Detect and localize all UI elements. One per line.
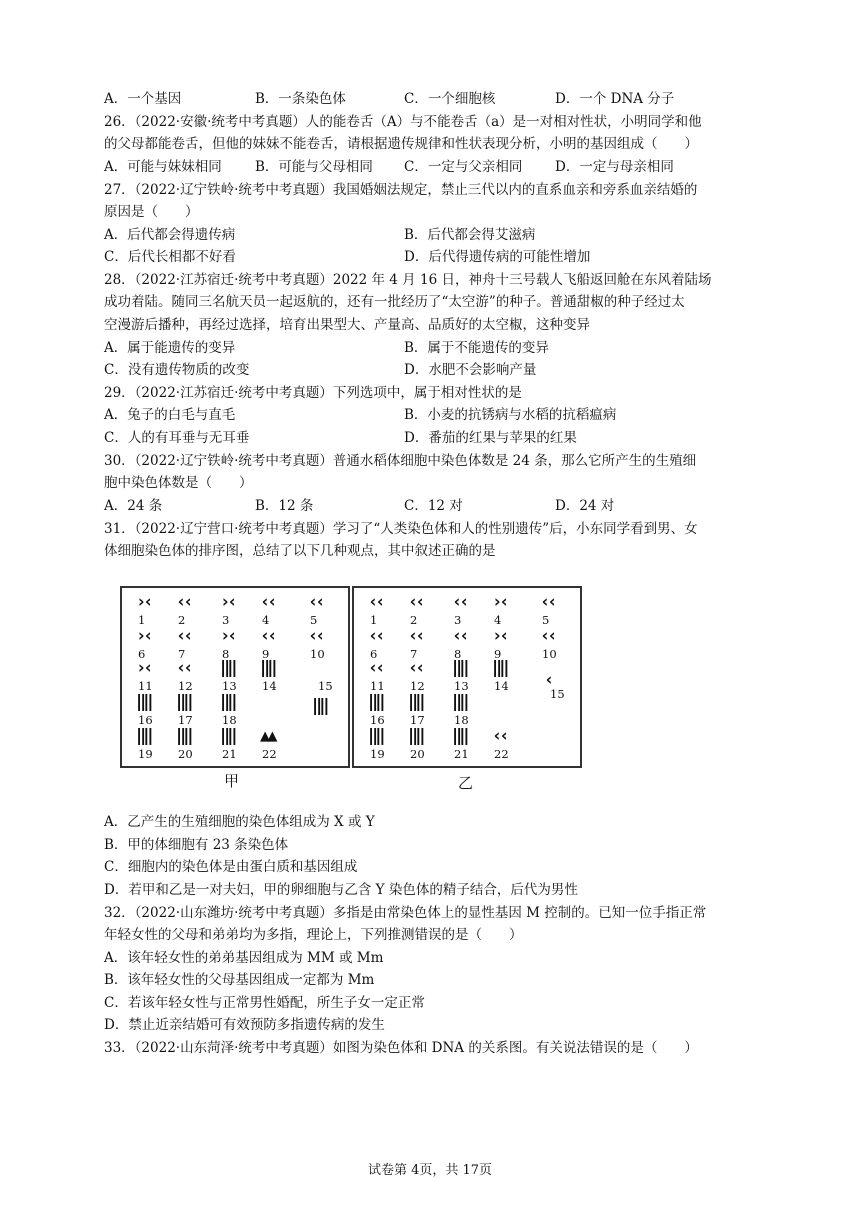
page-footer: 试卷第 4页，共 17页 [367, 1163, 493, 1178]
chromosome-pair-glyph: ›‹ [136, 592, 151, 612]
chromosome-pair-glyph: ‹‹ [260, 626, 275, 646]
karyotype-label-yi: 乙 [458, 774, 474, 792]
chromosome-number-label: 15 [550, 687, 565, 701]
q30-option-c: C．12 对 [404, 498, 463, 514]
chromosome-pair-glyph: ‖‖ [220, 692, 235, 712]
chromosome-pair-glyph: ‹‹ [492, 726, 507, 746]
q30-option-b: B．12 条 [255, 498, 314, 514]
chromosome-pair-glyph: ‹‹ [452, 592, 467, 612]
q29-stem-line1: 29．（2022·江苏宿迁·统考中考真题）下列选项中，属于相对性状的是 [104, 385, 522, 401]
chromosome-number-label: 1 [138, 613, 146, 627]
chromosome-number-label: 3 [454, 613, 462, 627]
chromosome-number-label: 11 [370, 679, 385, 693]
chromosome-number-label: 20 [178, 747, 193, 761]
chromosome-number-label: 8 [454, 647, 462, 661]
q25-option-b: B．一条染色体 [255, 91, 346, 107]
q26-option-a: A．可能与妹妹相同 [104, 159, 222, 175]
q28-stem-line3: 空漫游后播种，再经过选择，培育出果型大、产量高、品质好的太空椒，这种变异 [104, 317, 590, 333]
chromosome-number-label: 1 [370, 613, 378, 627]
chromosome-number-label: 9 [262, 647, 270, 661]
chromosome-number-label: 5 [310, 613, 318, 627]
q32-option-a: A．该年轻女性的弟弟基因组成为 MM 或 Mm [104, 950, 384, 966]
chromosome-pair-glyph: ‹‹ [540, 592, 555, 612]
chromosome-number-label: 12 [410, 679, 425, 693]
chromosome-pair-glyph: ‖‖ [368, 692, 383, 712]
chromosome-pair-glyph: ‖‖ [260, 658, 275, 678]
chromosome-number-label: 5 [542, 613, 550, 627]
chromosome-number-label: 12 [178, 679, 193, 693]
chromosome-pair-glyph: ›‹ [220, 626, 235, 646]
q26-stem-line1: 26．（2022·安徽·统考中考真题）人的能卷舌（A）与不能卷舌（a）是一对相对性状，小明同学和他 [104, 114, 702, 130]
chromosome-pair-glyph: ‖‖ [136, 726, 151, 746]
q26-option-b: B．可能与父母相同 [255, 159, 373, 175]
chromosome-number-label: 14 [262, 679, 277, 693]
q25-option-d: D．一个 DNA 分子 [555, 91, 675, 107]
q29-option-c: C．人的有耳垂与无耳垂 [104, 430, 250, 446]
chromosome-pair-glyph: ▲▲ [260, 726, 275, 746]
chromosome-pair-glyph: ‹ [544, 670, 552, 690]
q29-option-a: A．兔子的白毛与直毛 [104, 407, 236, 423]
chromosome-number-label: 4 [262, 613, 270, 627]
chromosome-pair-glyph: ‹‹ [452, 626, 467, 646]
q31-stem-line1: 31．（2022·辽宁营口·统考中考真题）学习了“人类染色体和人的性别遗传”后，小东同学看到男、女 [104, 521, 698, 537]
chromosome-pair-glyph: ‖‖ [452, 726, 467, 746]
chromosome-number-label: 21 [222, 747, 237, 761]
q32-option-d: D．禁止近亲结婚可有效预防多指遗传病的发生 [104, 1017, 385, 1033]
chromosome-pair-glyph: ›‹ [220, 592, 235, 612]
chromosome-number-label: 2 [410, 613, 418, 627]
chromosome-pair-glyph: ‹‹ [368, 658, 383, 678]
chromosome-pair-glyph: ‹‹ [540, 626, 555, 646]
chromosome-pair-glyph: ‖‖ [492, 658, 507, 678]
chromosome-pair-glyph: ‖‖ [176, 692, 191, 712]
chromosome-pair-glyph: ‖‖ [312, 696, 327, 716]
chromosome-pair-glyph: ‖‖ [452, 658, 467, 678]
chromosome-number-label: 21 [454, 747, 469, 761]
chromosome-pair-glyph: ‖‖ [136, 692, 151, 712]
chromosome-number-label: 17 [410, 713, 425, 727]
chromosome-number-label: 19 [370, 747, 385, 761]
chromosome-number-label: 22 [494, 747, 509, 761]
chromosome-pair-glyph: ‹‹ [308, 592, 323, 612]
q29-option-b: B．小麦的抗锈病与水稻的抗稻瘟病 [404, 407, 617, 423]
q28-stem-line2: 成功着陆。随同三名航天员一起返航的，还有一批经历了“太空游”的种子。普通甜椒的种子经过太 [104, 294, 685, 310]
chromosome-pair-glyph: ›‹ [492, 626, 507, 646]
chromosome-number-label: 9 [494, 647, 502, 661]
q31-option-c: C．细胞内的染色体是由蛋白质和基因组成 [104, 859, 358, 875]
q32-option-b: B．该年轻女性的父母基因组成一定都为 Mm [104, 972, 375, 988]
chromosome-number-label: 19 [138, 747, 153, 761]
q30-stem-line2: 胞中染色体数是（ ） [104, 475, 253, 491]
chromosome-pair-glyph: ‹‹ [176, 592, 191, 612]
chromosome-number-label: 10 [542, 647, 557, 661]
chromosome-number-label: 22 [262, 747, 277, 761]
chromosome-pair-glyph: ‹‹ [176, 658, 191, 678]
chromosome-pair-glyph: ‹‹ [408, 626, 423, 646]
chromosome-pair-glyph: ‖‖ [408, 726, 423, 746]
q28-stem-line1: 28．（2022·江苏宿迁·统考中考真题）2022 年 4 月 16 日，神舟十三号载人飞船返回舱在东风着陆场 [104, 272, 712, 288]
chromosome-pair-glyph: ‖‖ [220, 726, 235, 746]
chromosome-pair-glyph: ‹‹ [308, 626, 323, 646]
chromosome-number-label: 4 [494, 613, 502, 627]
karyotype-figure [120, 586, 588, 790]
q32-stem-line2: 年轻女性的父母和弟弟均为多指，理论上，下列推测错误的是（ ） [104, 927, 523, 943]
q30-stem-line1: 30．（2022·辽宁铁岭·统考中考真题）普通水稻体细胞中染色体数是 24 条，那么它所产生的生殖细 [104, 453, 697, 469]
chromosome-number-label: 17 [178, 713, 193, 727]
chromosome-pair-glyph: ‹‹ [260, 592, 275, 612]
q31-option-b: B．甲的体细胞有 23 条染色体 [104, 837, 289, 853]
q29-option-d: D．番茄的红果与苹果的红果 [404, 430, 577, 446]
chromosome-pair-glyph: ›‹ [136, 626, 151, 646]
chromosome-pair-glyph: ›‹ [136, 658, 151, 678]
chromosome-number-label: 16 [370, 713, 385, 727]
chromosome-pair-glyph: ‖‖ [368, 726, 383, 746]
chromosome-pair-glyph: ‹‹ [368, 592, 383, 612]
q31-stem-line2: 体细胞染色体的排序图，总结了以下几种观点，其中叙述正确的是 [104, 543, 496, 559]
chromosome-number-label: 20 [410, 747, 425, 761]
chromosome-pair-glyph: ‹‹ [176, 626, 191, 646]
q28-option-d: D．水肥不会影响产量 [404, 362, 537, 378]
q27-option-b: B．后代都会得艾滋病 [404, 227, 536, 243]
chromosome-pair-glyph: ‹‹ [408, 658, 423, 678]
q27-stem-line1: 27．（2022·辽宁铁岭·统考中考真题）我国婚姻法规定，禁止三代以内的直系血亲和旁系血亲结婚的 [104, 182, 698, 198]
q27-stem-line2: 原因是（ ） [104, 204, 199, 220]
chromosome-pair-glyph: ‹‹ [368, 626, 383, 646]
chromosome-number-label: 13 [454, 679, 469, 693]
chromosome-number-label: 8 [222, 647, 230, 661]
chromosome-number-label: 2 [178, 613, 186, 627]
q28-option-c: C．没有遗传物质的改变 [104, 362, 250, 378]
chromosome-number-label: 3 [222, 613, 230, 627]
q30-option-a: A．24 条 [104, 498, 163, 514]
chromosome-pair-glyph: ‖‖ [176, 726, 191, 746]
q28-option-b: B．属于不能遗传的变异 [404, 340, 549, 356]
q32-option-c: C．若该年轻女性与正常男性婚配，所生子女一定正常 [104, 995, 425, 1011]
chromosome-pair-glyph: ›‹ [492, 592, 507, 612]
chromosome-pair-glyph: ‹‹ [408, 592, 423, 612]
chromosome-number-label: 11 [138, 679, 153, 693]
karyotype-panel-male [352, 586, 582, 768]
q26-option-d: D．一定与母亲相同 [555, 159, 674, 175]
chromosome-number-label: 13 [222, 679, 237, 693]
q27-option-d: D．后代得遗传病的可能性增加 [404, 249, 591, 265]
q33-stem-line1: 33．（2022·山东菏泽·统考中考真题）如图为染色体和 DNA 的关系图。有关说法错误的是（ ） [104, 1040, 698, 1056]
chromosome-number-label: 15 [318, 679, 333, 693]
chromosome-number-label: 6 [138, 647, 146, 661]
q25-option-a: A．一个基因 [104, 91, 182, 107]
q31-option-a: A．乙产生的生殖细胞的染色体组成为 X 或 Y [104, 814, 375, 830]
q26-option-c: C．一定与父亲相同 [404, 159, 523, 175]
q31-option-d: D．若甲和乙是一对夫妇，甲的卵细胞与乙含 Y 染色体的精子结合，后代为男性 [104, 882, 578, 898]
q26-stem-line2: 的父母都能卷舌，但他的妹妹不能卷舌，请根据遗传规律和性状表现分析，小明的基因组成（ ） [104, 136, 698, 152]
q27-option-c: C．后代长相都不好看 [104, 249, 236, 265]
chromosome-number-label: 14 [494, 679, 509, 693]
chromosome-pair-glyph: ‖‖ [452, 692, 467, 712]
chromosome-number-label: 6 [370, 647, 378, 661]
q27-option-a: A．后代都会得遗传病 [104, 227, 236, 243]
chromosome-pair-glyph: ‖‖ [408, 692, 423, 712]
chromosome-number-label: 7 [178, 647, 186, 661]
chromosome-number-label: 18 [222, 713, 237, 727]
q32-stem-line1: 32．（2022·山东潍坊·统考中考真题）多指是由常染色体上的显性基因 M 控制的。已知一位手指正常 [104, 905, 707, 921]
chromosome-pair-glyph: ‖‖ [220, 658, 235, 678]
q30-option-d: D．24 对 [555, 498, 615, 514]
chromosome-number-label: 7 [410, 647, 418, 661]
q25-option-c: C．一个细胞核 [404, 91, 496, 107]
karyotype-panel-female [120, 586, 350, 768]
karyotype-label-jia: 甲 [224, 772, 240, 790]
q28-option-a: A．属于能遗传的变异 [104, 340, 236, 356]
chromosome-number-label: 16 [138, 713, 153, 727]
chromosome-number-label: 10 [310, 647, 325, 661]
chromosome-number-label: 18 [454, 713, 469, 727]
